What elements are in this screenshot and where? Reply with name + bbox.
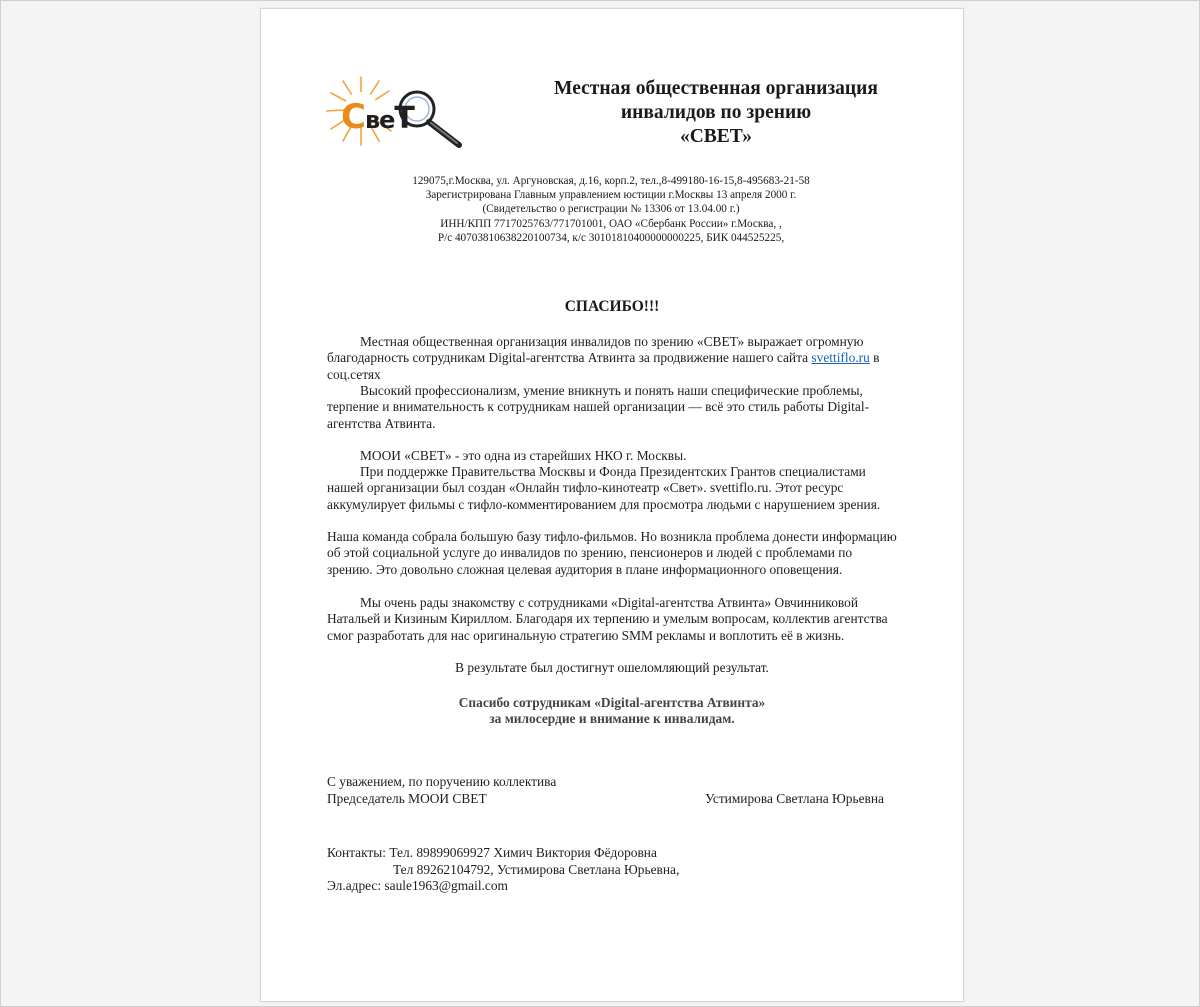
requisite-registration: Зарегистрирована Главным управлением юстиции г.Москвы 13 апреля 2000 г.: [425, 189, 797, 202]
paragraph-professionalism-text: Высокий профессионализм, умение вникнуть и понять наши специфические проблемы, терпение и внимательность к сотрудникам нашей организации — всё это стиль работы Digital-агентства Атвинта.: [327, 383, 870, 431]
thanks-line-1: Спасибо сотрудникам «Digital-агентства Атвинта»: [458, 695, 766, 710]
contacts-line-2: Тел 89262104792, Устимирова Светлана Юрьевна,: [393, 862, 680, 877]
requisite-certificate: (Свидетельство о регистрации № 13306 от 13.04.00 г.): [482, 203, 740, 216]
site-link[interactable]: svettiflo.ru: [811, 350, 870, 366]
paragraph-problem-text: Наша команда собрала большую базу тифло-фильмов. Но возникла проблема донести информацию об этой социальной услуге до инвалидов по зрению, пенсионеров и людей с проблемами по зрению. Это довольно сложная целевая аудитория в плане информационного оповещения.: [327, 529, 897, 577]
paragraph-problem: [327, 529, 899, 578]
requisite-account: Р/с 40703810638220100734, к/с 30101810400000000225, БИК 044525225,: [437, 231, 785, 244]
organization-title: [491, 77, 941, 149]
title-line-2: инвалидов по зрению: [620, 102, 812, 123]
paragraph-about-org: [327, 448, 899, 464]
signature-name: Устимирова Светлана Юрьевна: [705, 791, 884, 806]
paragraph-cinema: [327, 464, 899, 513]
paragraph-acquaintance: [327, 595, 899, 644]
paragraph-about-org-text: МООИ «СВЕТ» - это одна из старейших НКО г. Москвы.: [360, 448, 687, 463]
paragraph-professionalism: [327, 383, 899, 432]
contacts-email: Эл.адрес: saule1963@gmail.com: [327, 878, 508, 893]
requisite-inn: ИНН/КПП 7717025763/771701001, ОАО «Сбербанк России» г.Москва, ,: [440, 217, 782, 230]
organization-requisites: [321, 174, 901, 245]
requisite-address: 129075,г.Москва, ул. Аргуновская, д.16, корп.2, тел.,8-499180-16-15,8-495683-21-58: [412, 175, 810, 187]
signature-position: Председатель МООИ СВЕТ: [327, 791, 487, 806]
logo-letter-3: Т: [394, 101, 414, 136]
paragraph-gratitude-tail: в соц.сетях: [327, 350, 880, 382]
logo-wordmark: [341, 97, 414, 137]
title-line-3: «СВЕТ»: [679, 126, 753, 147]
logo-letter-2: ве: [364, 106, 395, 134]
logo-letter-1: С: [341, 97, 365, 137]
letter-heading: СПАСИБО!!!: [564, 298, 660, 315]
result-line: В результате был достигнут ошеломляющий результат.: [455, 660, 769, 675]
paragraph-gratitude: [327, 334, 899, 383]
document-page: [260, 8, 964, 1002]
contacts-line-1: Контакты: Тел. 89899069927 Химич Виктория Фёдоровна: [327, 845, 657, 860]
thanks-line-2: за милосердие и внимание к инвалидам.: [489, 711, 735, 726]
thanks-block: [261, 695, 963, 727]
title-line-1: Местная общественная организация: [554, 78, 878, 99]
paragraph-cinema-text: При поддержке Правительства Москвы и Фонда Президентских Грантов специалистами нашей организации был создан «Онлайн тифло-кинотеатр «Свет». svettiflo.ru. Этот ресурс аккумулирует фильмы с тифло-комментированием для просмотра людьми с нарушением зрения.: [327, 464, 881, 512]
paragraph-gratitude-text: Местная общественная организация инвалидов по зрению «СВЕТ» выражает огромную благодарность сотрудникам Digital-агентства Атвинта за продвижение нашего сайта: [327, 334, 864, 366]
signature-regards: С уважением, по поручению коллектива: [327, 774, 557, 789]
svet-logo: [321, 69, 466, 149]
paragraph-acquaintance-text: Мы очень рады знакомству с сотрудниками «Digital-агентства Атвинта» Овчинниковой Натальей и Кизиным Кириллом. Благодаря их терпению и умелым вопросам, коллектив агентства смог разработать для нас оригинальную стратегию SMM рекламы и воплотить её в жизнь.: [327, 595, 888, 643]
